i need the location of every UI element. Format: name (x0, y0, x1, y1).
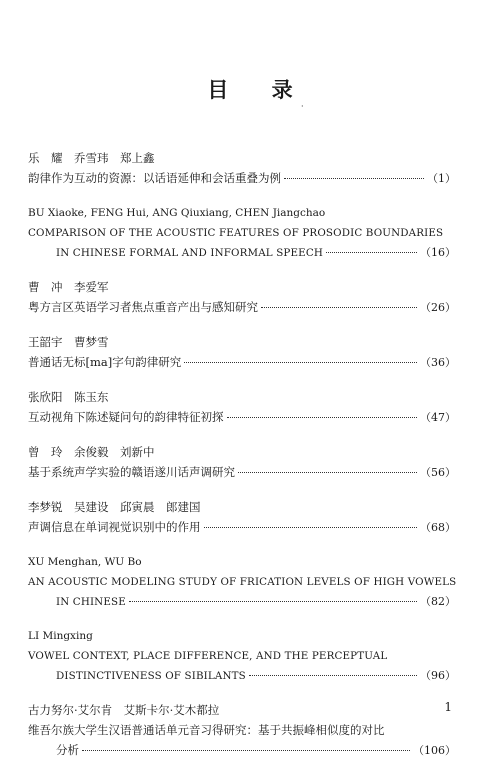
entry-title-line (28, 646, 456, 666)
decorative-dot: · (301, 102, 304, 111)
toc-entry[interactable] (28, 442, 456, 483)
entry-title: AN ACOUSTIC MODELING STUDY OF FRICATION LEVELS OF HIGH VOWELS (28, 576, 457, 588)
toc-entry[interactable] (28, 203, 456, 263)
dot-leader (82, 750, 410, 751)
toc-title: 目 录 (207, 78, 311, 102)
entry-authors: XU Menghan, WU Bo (28, 556, 142, 568)
entry-page: （1） (427, 172, 456, 185)
dot-leader (227, 417, 418, 418)
entry-page: （68） (420, 521, 456, 534)
entry-title: 韵律作为互动的资源：以话语延伸和会话重叠为例 (28, 171, 281, 185)
toc-entry[interactable] (28, 626, 456, 686)
entry-title-line (28, 297, 456, 318)
entry-page: （56） (420, 466, 456, 479)
entry-title-line (28, 666, 456, 686)
toc-entry[interactable] (28, 148, 456, 189)
entry-page: （82） (420, 595, 456, 608)
entry-title-continued: IN CHINESE (56, 596, 126, 608)
entry-authors: 曾 玲 余俊毅 刘新中 (28, 445, 155, 459)
toc-entry[interactable] (28, 497, 456, 538)
dot-leader (261, 307, 417, 308)
entry-authors: 李梦锐 吴建设 邱寅晨 郎建国 (28, 500, 201, 514)
entry-title: COMPARISON OF THE ACOUSTIC FEATURES OF PROSODIC BOUNDARIES (28, 227, 444, 239)
toc-entry[interactable] (28, 277, 456, 318)
entry-page: （106） (413, 744, 456, 757)
entry-title-line (28, 223, 456, 243)
entry-title: 维吾尔族大学生汉语普通话单元音习得研究：基于共振峰相似度的对比 (28, 723, 385, 737)
page-number: 1 (444, 700, 452, 714)
entry-title-line (28, 243, 456, 263)
entry-title-continued: IN CHINESE FORMAL AND INFORMAL SPEECH (56, 247, 323, 259)
entry-title-line (28, 168, 456, 189)
dot-leader (284, 178, 424, 179)
entry-page: （36） (420, 356, 456, 369)
entry-title-line (28, 720, 456, 740)
entry-title: 粤方言区英语学习者焦点重音产出与感知研究 (28, 300, 258, 314)
entry-title: 声调信息在单词视觉识别中的作用 (28, 520, 201, 534)
entry-authors: 王韶宇 曹梦雪 (28, 335, 109, 349)
entry-authors: 古力努尔·艾尔肯 艾斯卡尔·艾木都拉 (28, 703, 220, 717)
entry-title-line (28, 352, 456, 373)
entry-title: 普通话无标[ma]字句韵律研究 (28, 355, 182, 369)
entry-page: （96） (420, 669, 456, 682)
entry-title-continued: DISTINCTIVENESS OF SIBILANTS (56, 670, 246, 682)
entry-title-line (28, 740, 456, 761)
dot-leader (129, 601, 417, 602)
entry-page: （16） (420, 246, 456, 259)
toc-entry[interactable] (28, 700, 456, 761)
entry-authors: 乐 耀 乔雪玮 郑上鑫 (28, 151, 155, 165)
entry-authors: BU Xiaoke, FENG Hui, ANG Qiuxiang, CHEN Jiangchao (28, 207, 326, 219)
entry-authors: LI Mingxing (28, 630, 93, 642)
entry-title: VOWEL CONTEXT, PLACE DIFFERENCE, AND THE PERCEPTUAL (28, 650, 388, 662)
entry-page: （47） (420, 411, 456, 424)
entry-title: 互动视角下陈述疑问句的韵律特征初探 (28, 410, 224, 424)
entry-title-line (28, 572, 456, 592)
entry-title-line (28, 517, 456, 538)
entry-authors: 曹 冲 李爱军 (28, 280, 109, 294)
dot-leader (326, 252, 417, 253)
entry-title-continued: 分析 (56, 743, 79, 757)
toc-entry[interactable] (28, 552, 456, 612)
dot-leader (184, 362, 417, 363)
entry-authors: 张欣阳 陈玉东 (28, 390, 109, 404)
entry-title: 基于系统声学实验的赣语遂川话声调研究 (28, 465, 235, 479)
entry-title-line (28, 592, 456, 612)
entry-page: （26） (420, 301, 456, 314)
dot-leader (249, 675, 417, 676)
toc-entry[interactable] (28, 332, 456, 373)
toc-list (28, 148, 456, 775)
dot-leader (238, 472, 417, 473)
entry-title-line (28, 462, 456, 483)
entry-title-line (28, 407, 456, 428)
toc-entry[interactable] (28, 387, 456, 428)
dot-leader (204, 527, 418, 528)
